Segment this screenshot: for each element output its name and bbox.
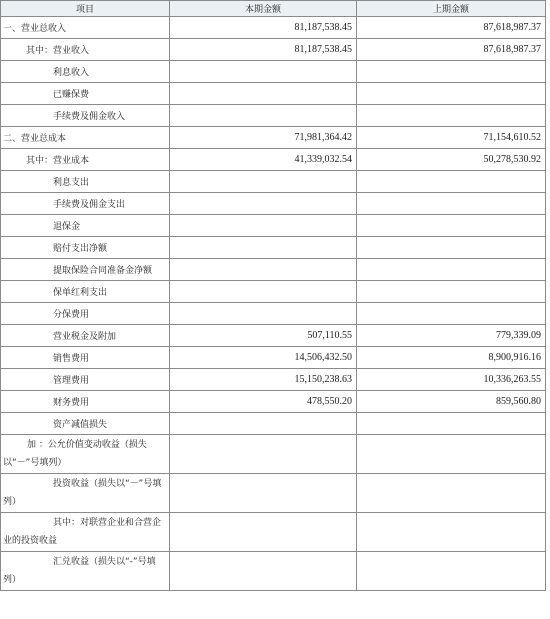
current-amount (170, 552, 357, 591)
table-row (1, 193, 546, 215)
current-amount: 41,339,032.54 (170, 149, 357, 171)
row-label: 其中：对联营企业和合营企业的投资收益 (1, 513, 170, 552)
row-label: 提取保险合同准备金净额 (1, 259, 170, 281)
table-row (1, 17, 546, 39)
row-label: 一、营业总收入 (1, 17, 170, 39)
current-amount (170, 105, 357, 127)
current-amount (170, 171, 357, 193)
row-label: 退保金 (1, 215, 170, 237)
current-amount (170, 513, 357, 552)
previous-amount (357, 281, 546, 303)
table-row (1, 369, 546, 391)
previous-amount: 71,154,610.52 (357, 127, 546, 149)
current-amount (170, 303, 357, 325)
row-label: 手续费及佣金收入 (1, 105, 170, 127)
previous-amount (357, 413, 546, 435)
header-item: 项目 (1, 1, 170, 17)
previous-amount (357, 474, 546, 513)
table-row (1, 347, 546, 369)
table-row (1, 259, 546, 281)
table-row (1, 105, 546, 127)
current-amount (170, 215, 357, 237)
table-row (1, 325, 546, 347)
current-amount (170, 474, 357, 513)
table-row (1, 303, 546, 325)
previous-amount (357, 193, 546, 215)
previous-amount (357, 215, 546, 237)
current-amount (170, 413, 357, 435)
current-amount (170, 61, 357, 83)
current-amount: 507,110.55 (170, 325, 357, 347)
previous-amount (357, 259, 546, 281)
current-amount: 71,981,364.42 (170, 127, 357, 149)
table-row (1, 215, 546, 237)
table-row (1, 237, 546, 259)
table-row (1, 149, 546, 171)
previous-amount: 859,560.80 (357, 391, 546, 413)
previous-amount (357, 303, 546, 325)
row-label: 资产减值损失 (1, 413, 170, 435)
table-row (1, 391, 546, 413)
table-row (1, 83, 546, 105)
previous-amount (357, 61, 546, 83)
row-label: 手续费及佣金支出 (1, 193, 170, 215)
table-row (1, 39, 546, 61)
current-amount: 81,187,538.45 (170, 39, 357, 61)
table-row (1, 127, 546, 149)
row-label: 管理费用 (1, 369, 170, 391)
row-label: 二、营业总成本 (1, 127, 170, 149)
current-amount: 14,506,432.50 (170, 347, 357, 369)
table-row (1, 281, 546, 303)
previous-amount (357, 237, 546, 259)
header-current-amount: 本期金额 (170, 1, 357, 17)
row-label: 销售费用 (1, 347, 170, 369)
header-previous-amount: 上期金额 (357, 1, 546, 17)
previous-amount: 87,618,987.37 (357, 39, 546, 61)
previous-amount (357, 105, 546, 127)
previous-amount (357, 435, 546, 474)
table-row (1, 413, 546, 435)
table-row (1, 513, 546, 552)
current-amount (170, 435, 357, 474)
previous-amount (357, 552, 546, 591)
current-amount (170, 193, 357, 215)
table-header-row (1, 1, 546, 17)
previous-amount: 8,900,916.16 (357, 347, 546, 369)
current-amount: 15,150,238.63 (170, 369, 357, 391)
row-label: 营业税金及附加 (1, 325, 170, 347)
table-row (1, 61, 546, 83)
table-row (1, 552, 546, 591)
current-amount: 81,187,538.45 (170, 17, 357, 39)
row-label: 投资收益（损失以“－”号填列） (1, 474, 170, 513)
row-label: 加 ：公允价值变动收益（损失以“－”号填列） (1, 435, 170, 474)
row-label: 已赚保费 (1, 83, 170, 105)
row-label: 分保费用 (1, 303, 170, 325)
current-amount (170, 259, 357, 281)
table-row (1, 171, 546, 193)
row-label: 赔付支出净额 (1, 237, 170, 259)
row-label: 汇兑收益（损失以“-”号填列） (1, 552, 170, 591)
previous-amount (357, 83, 546, 105)
previous-amount: 779,339.09 (357, 325, 546, 347)
row-label: 保单红利支出 (1, 281, 170, 303)
previous-amount (357, 513, 546, 552)
row-label: 利息收入 (1, 61, 170, 83)
row-label: 利息支出 (1, 171, 170, 193)
previous-amount: 50,278,530.92 (357, 149, 546, 171)
row-label: 财务费用 (1, 391, 170, 413)
row-label: 其中：营业成本 (1, 149, 170, 171)
row-label: 其中：营业收入 (1, 39, 170, 61)
current-amount: 478,550.20 (170, 391, 357, 413)
current-amount (170, 281, 357, 303)
previous-amount: 87,618,987.37 (357, 17, 546, 39)
previous-amount (357, 171, 546, 193)
current-amount (170, 83, 357, 105)
current-amount (170, 237, 357, 259)
previous-amount: 10,336,263.55 (357, 369, 546, 391)
table-row (1, 474, 546, 513)
table-row (1, 435, 546, 474)
